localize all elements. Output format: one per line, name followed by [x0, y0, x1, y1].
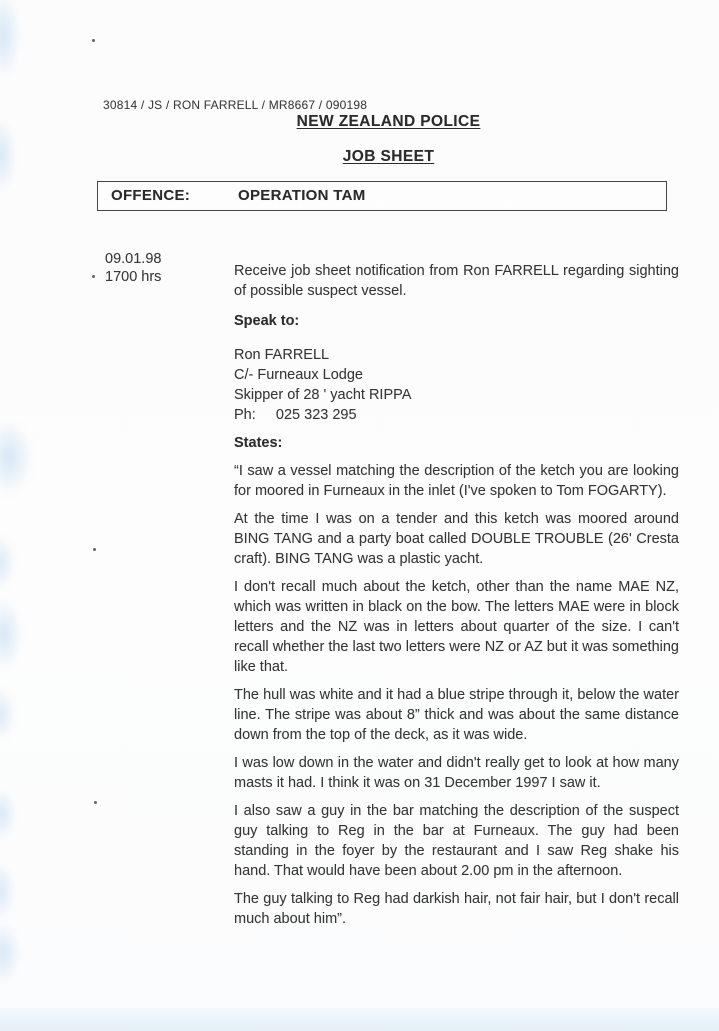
document-reference: 30814 / JS / RON FARRELL / MR8667 / 090198 — [103, 98, 368, 112]
entry-time: 1700 hrs — [105, 269, 162, 285]
scan-artifact — [0, 922, 20, 984]
entry-intro: Receive job sheet notification from Ron FARRELL regarding sighting of possible suspect vessel. — [234, 263, 679, 299]
entry-date: 09.01.98 — [105, 251, 162, 267]
doc-type-title: JOB SHEET — [342, 148, 435, 165]
org-title: NEW ZEALAND POLICE — [296, 113, 481, 130]
contact-block — [234, 345, 679, 425]
scan-speck — [92, 39, 95, 42]
scan-artifact — [0, 535, 14, 590]
scan-speck — [93, 548, 96, 551]
statement-paragraph: The guy talking to Reg had darkish hair, not fair hair, but I don't recall much about him”. — [234, 891, 679, 927]
offence-label: OFFENCE: — [111, 187, 191, 204]
offence-value: OPERATION TAM — [238, 187, 366, 204]
scan-artifact — [0, 688, 14, 740]
contact-line: Skipper of 28 ' yacht RIPPA — [234, 387, 412, 403]
scan-artifact — [0, 420, 32, 495]
contact-line: Ph: 025 323 295 — [234, 407, 357, 423]
statement-paragraph: I don't recall much about the ketch, other than the name MAE NZ, which was written in black on the bow. The letters MAE were in block letters and the NZ was in letters about quarter of the size. I can't recall whether the last two letters were NZ or AZ but it was something like that. — [234, 579, 679, 675]
statement-paragraph: I also saw a guy in the bar matching the description of the suspect guy talking to Reg in the bar at Furneaux. The guy had been standing in the foyer by the restaurant and I saw Reg shake his hand. That would have been about 2.00 pm in the afternoon. — [234, 803, 679, 879]
statement-paragraph: “I saw a vessel matching the description of the ketch you are looking for moored in Furneaux in the inlet (I've spoken to Tom FOGARTY). — [234, 463, 679, 499]
scan-speck — [92, 275, 95, 278]
scan-artifact — [0, 118, 16, 193]
scan-artifact — [0, 862, 14, 920]
scan-speck — [94, 801, 97, 804]
statement-paragraph: At the time I was on a tender and this ketch was moored around BING TANG and a party boat called DOUBLE TROUBLE (26' Cresta craft). BING TANG was a plastic yacht. — [234, 511, 679, 567]
statement-paragraph: I was low down in the water and didn't really get to look at how many masts it had. I think it was on 31 December 1997 I saw it. — [234, 755, 679, 791]
scan-artifact — [0, 598, 22, 670]
doc-type-row — [97, 148, 680, 166]
entry-datetime — [105, 250, 161, 286]
contact-line: C/- Furneaux Lodge — [234, 367, 363, 383]
entry-body — [234, 261, 679, 937]
scan-artifact-bottom-strip — [0, 1008, 719, 1031]
speak-to-label: Speak to: — [234, 313, 300, 329]
offence-box — [97, 181, 667, 211]
states-label: States: — [234, 435, 283, 451]
scan-artifact — [0, 788, 16, 840]
title-block — [97, 113, 680, 166]
statement-paragraph: The hull was white and it had a blue stripe through it, below the water line. The stripe was about 8” thick and was about the same distance down from the top of the deck, as it was wide. — [234, 687, 679, 743]
scan-artifact — [0, 0, 20, 80]
contact-line: Ron FARRELL — [234, 347, 330, 363]
